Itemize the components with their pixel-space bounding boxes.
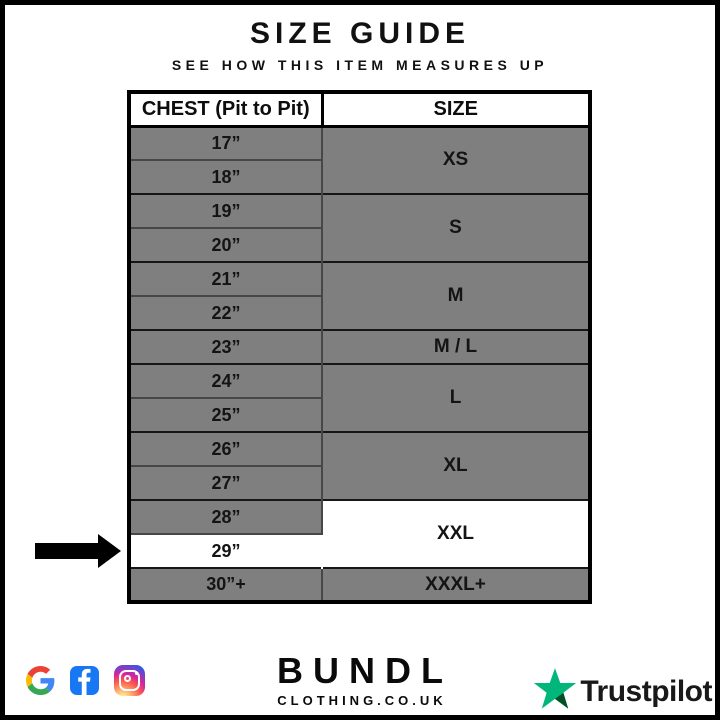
highlight-arrow-icon [35,534,121,568]
table-row [129,568,590,602]
table-row [129,364,590,398]
size-cell: L [322,364,590,432]
trustpilot-star-icon [533,668,577,715]
brand-domain: CLOTHING.CO.UK [277,693,447,708]
size-cell: XS [322,126,590,194]
table-row [129,432,590,466]
table-row [129,194,590,228]
table-row [129,330,590,364]
chest-cell: 21” [129,262,322,296]
chest-cell: 24” [129,364,322,398]
table-row [129,262,590,296]
column-header-chest: CHEST (Pit to Pit) [129,92,322,126]
brand-name: BUNDL [277,650,453,691]
arrow-head [98,534,121,568]
chest-cell: 29” [129,534,322,568]
size-cell: M / L [322,330,590,364]
page-subtitle: SEE HOW THIS ITEM MEASURES UP [171,57,549,73]
trustpilot-label: Trustpilot [580,674,712,708]
size-table [127,90,592,604]
chest-cell: 22” [129,296,322,330]
table-header-row [129,92,590,126]
trustpilot-logo[interactable] [533,668,712,715]
chest-cell: 25” [129,398,322,432]
chest-cell: 18” [129,160,322,194]
chest-cell: 17” [129,126,322,160]
size-cell: XXL [322,500,590,568]
size-cell: M [322,262,590,330]
table-row [129,500,590,534]
page-title: SIZE GUIDE [249,17,471,50]
size-cell: XL [322,432,590,500]
chest-cell: 27” [129,466,322,500]
chest-cell: 26” [129,432,322,466]
size-cell: XXXL+ [322,568,590,602]
table-row [129,126,590,160]
chest-cell: 23” [129,330,322,364]
column-header-size: SIZE [322,92,590,126]
chest-cell: 19” [129,194,322,228]
size-cell: S [322,194,590,262]
chest-cell: 28” [129,500,322,534]
chest-cell: 20” [129,228,322,262]
chest-cell: 30”+ [129,568,322,602]
arrow-shaft [35,543,98,559]
